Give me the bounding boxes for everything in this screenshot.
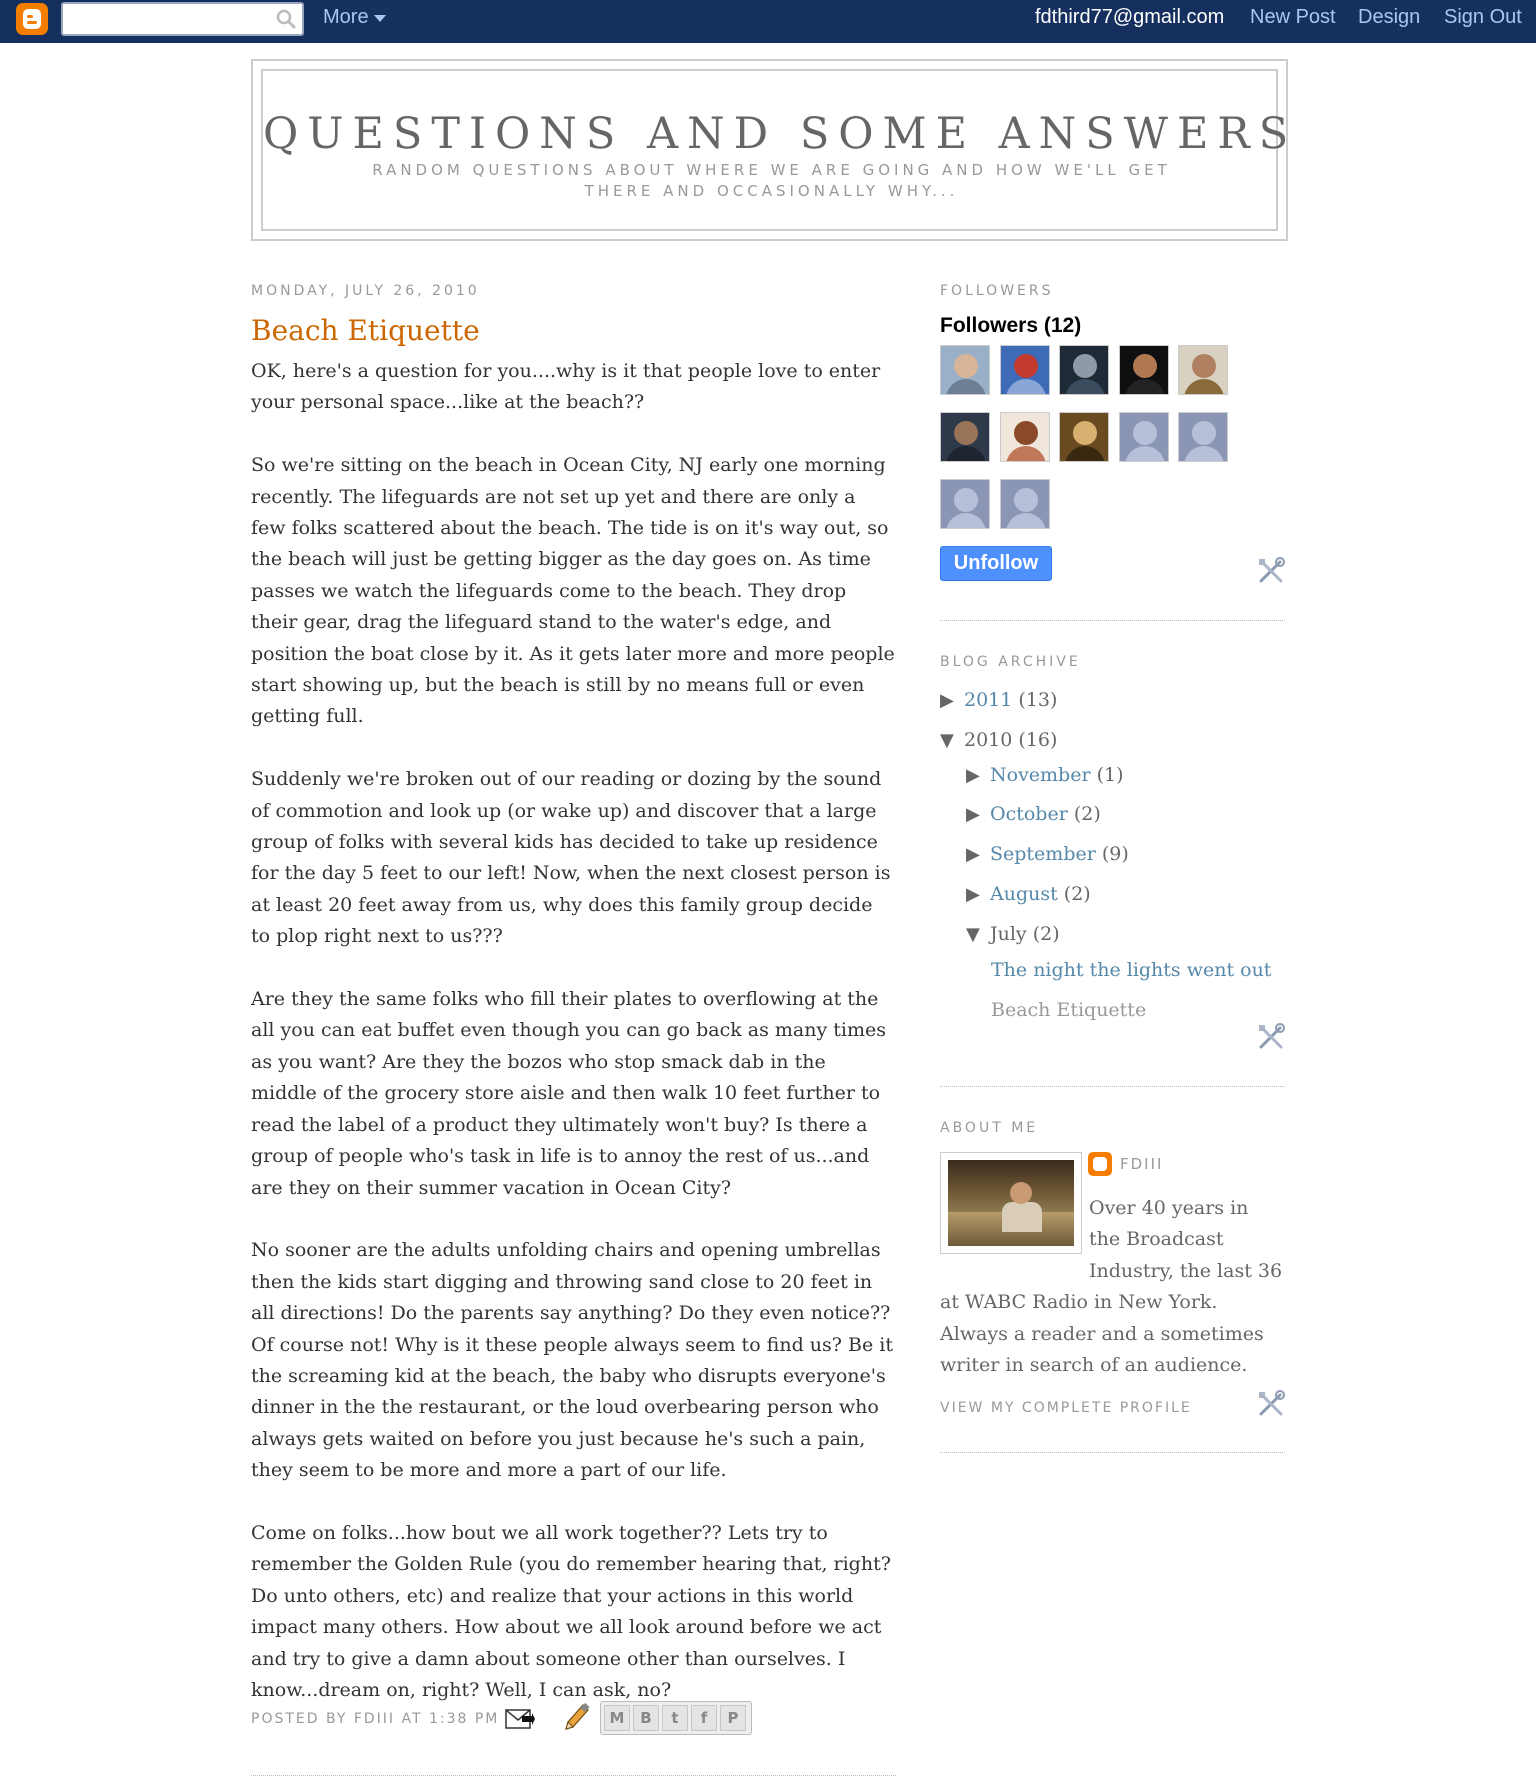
user-email[interactable]: fdthird77@gmail.com: [1035, 6, 1225, 28]
archive-count: (2): [1063, 883, 1091, 905]
email-post-icon[interactable]: [505, 1707, 535, 1731]
sign-out-link[interactable]: Sign Out: [1444, 6, 1522, 28]
wrench-screwdriver-icon[interactable]: [1256, 1389, 1286, 1419]
archive-link[interactable]: October: [990, 803, 1068, 825]
follower-avatar[interactable]: [940, 412, 990, 462]
profile-bio-block: [940, 1193, 1285, 1381]
follower-avatar[interactable]: [1178, 412, 1228, 462]
follower-avatar[interactable]: [1059, 345, 1109, 395]
expand-triangle-icon[interactable]: ▶: [966, 844, 980, 865]
blog-header: [251, 59, 1298, 241]
archive-link[interactable]: November: [990, 764, 1091, 786]
archive-count: (2): [1073, 803, 1101, 825]
archive-link[interactable]: July: [990, 923, 1027, 945]
post-title[interactable]: Beach Etiquette: [251, 314, 480, 347]
archive-link[interactable]: 2011: [964, 689, 1013, 711]
profile-name[interactable]: FDIII: [1120, 1155, 1164, 1173]
archive-month-august: [966, 883, 1091, 905]
navbar: [0, 0, 1536, 43]
post-footer: [251, 1701, 896, 1741]
new-post-link[interactable]: New Post: [1250, 6, 1336, 28]
expand-triangle-icon[interactable]: ▶: [966, 884, 980, 905]
facebook-icon[interactable]: f: [691, 1705, 717, 1731]
expand-triangle-icon[interactable]: ▶: [940, 690, 954, 711]
wrench-screwdriver-icon[interactable]: [1256, 556, 1286, 586]
widget-divider: [940, 1452, 1285, 1453]
follower-avatar[interactable]: [1000, 345, 1050, 395]
archive-count: (16): [1018, 729, 1058, 751]
edit-pencil-icon[interactable]: [562, 1701, 592, 1731]
follower-avatar[interactable]: [1119, 412, 1169, 462]
post-paragraph: OK, here's a question for you....why is it that people love to enter your personal space...like at the beach??: [251, 360, 881, 414]
about-widget-title: ABOUT ME: [940, 1120, 1039, 1136]
archive-year-2011: [940, 689, 1057, 711]
follower-avatar[interactable]: [1059, 412, 1109, 462]
post-body: [251, 356, 896, 1738]
archive-count: (9): [1101, 843, 1129, 865]
follower-avatar[interactable]: [940, 479, 990, 529]
archive-count: (13): [1018, 689, 1058, 711]
post-paragraph: So we're sitting on the beach in Ocean City, NJ early one morning recently. The lifeguards are not set up yet and there are only a few folks scattered about the beach. The tide is on it's way out, so the beach will just be getting bigger as the day goes on. As time passes we watch the lifeguards come to the beach. They drop their gear, drag the lifeguard stand to the water's edge, and position the boat close by it. As it gets later more and more people start showing up, but the beach is still by no means full or even getting full.: [251, 454, 895, 728]
blogger-profile-icon: [1088, 1152, 1112, 1176]
design-link[interactable]: Design: [1358, 6, 1421, 28]
expand-triangle-icon[interactable]: ▶: [966, 804, 980, 825]
collapse-triangle-icon[interactable]: ▼: [940, 730, 954, 751]
search-input[interactable]: [61, 2, 304, 36]
follower-avatar[interactable]: [940, 345, 990, 395]
blog-description: RANDOM QUESTIONS ABOUT WHERE WE ARE GOING AND HOW WE'LL GET THERE AND OCCASIONALLY WHY...: [372, 161, 1171, 200]
followers-count: Followers (12): [940, 314, 1082, 337]
collapse-triangle-icon[interactable]: ▼: [966, 924, 980, 945]
widget-divider: [940, 620, 1285, 621]
twitter-icon[interactable]: t: [662, 1705, 688, 1731]
blog-title[interactable]: QUESTIONS AND SOME ANSWERS: [263, 109, 1298, 159]
post-divider: [251, 1775, 896, 1776]
archive-post-link[interactable]: The night the lights went out: [991, 959, 1272, 981]
follower-avatar[interactable]: [1000, 412, 1050, 462]
archive-link[interactable]: August: [990, 883, 1058, 905]
archive-widget-title: BLOG ARCHIVE: [940, 654, 1081, 670]
blogthis-icon[interactable]: B: [633, 1705, 659, 1731]
profile-bio: Over 40 years in the Broadcast Industry, the last 36 at WABC Radio in New York. Always a reader and a sometimes writer in search of an audience.: [940, 1197, 1283, 1377]
archive-count: (2): [1032, 923, 1060, 945]
pinterest-icon[interactable]: P: [720, 1705, 746, 1731]
archive-link[interactable]: 2010: [964, 729, 1013, 751]
archive-post-current: Beach Etiquette: [991, 999, 1147, 1021]
more-menu[interactable]: More: [323, 6, 369, 28]
search-icon[interactable]: [275, 8, 297, 30]
archive-month-october: [966, 803, 1101, 825]
post-paragraph: Suddenly we're broken out of our reading or dozing by the sound of commotion and look up (or wake up) and discover that a large group of folks with several kids has decided to take up residence for the day 5 feet to our left! Now, when the next closest person is at least 20 feet away from us, why does this family group decide to plop right next to us???: [251, 768, 891, 948]
wrench-screwdriver-icon[interactable]: [1256, 1022, 1286, 1052]
post-paragraph: Come on folks...how bout we all work together?? Lets try to remember the Golden Rule (you do remember hearing that, right? Do unto others, etc) and realize that your actions in this world impact many others. How about we all look around before we act and try to give a damn about someone other than ourselves. I know...dream on, right? Well, I can ask, no?: [251, 1521, 891, 1701]
post-paragraph: Are they the same folks who fill their plates to overflowing at the all you can eat buffet even though you can go back as many times as you want? Are they the bozos who stop smack dab in the middle of the grocery store aisle and then walk 10 feet further to read the label of a product they ultimately won't buy? Is there a group of people who's task in life is to annoy the rest of us...and are they on their summer vacation in Ocean City?: [251, 988, 886, 1199]
post-date: MONDAY, JULY 26, 2010: [251, 283, 480, 299]
archive-link[interactable]: September: [990, 843, 1096, 865]
posted-by: POSTED BY FDIII AT 1:38 PM: [251, 1711, 500, 1727]
archive-month-july: [966, 923, 1060, 945]
post-paragraph: No sooner are the adults unfolding chairs and opening umbrellas then the kids start digging and throwing sand close to 20 feet in all directions! Do the parents say anything? Do they even notice?? Of course not! Why is it these people always seem to find us? Be it the screaming kid at the beach, the baby who disrupts everyone's dinner in the the restaurant, or the loud overbearing person who always gets waited on before you just because he's such a pain, they seem to be more and more a part of our life.: [251, 1239, 893, 1482]
follower-avatar[interactable]: [1119, 345, 1169, 395]
expand-triangle-icon[interactable]: ▶: [966, 765, 980, 786]
share-buttons: [600, 1701, 752, 1735]
chevron-down-icon[interactable]: [374, 15, 386, 22]
archive-month-november: [966, 764, 1124, 786]
blog-header-inner: [261, 69, 1298, 231]
widget-divider: [940, 1086, 1285, 1087]
archive-count: (1): [1096, 764, 1124, 786]
archive-year-2010: [940, 729, 1057, 751]
followers-widget-title: FOLLOWERS: [940, 283, 1054, 299]
blogger-logo-icon[interactable]: [16, 3, 48, 35]
unfollow-button[interactable]: Unfollow: [940, 546, 1052, 581]
email-icon[interactable]: M: [604, 1705, 630, 1731]
follower-avatar[interactable]: [1000, 479, 1050, 529]
archive-month-september: [966, 843, 1129, 865]
follower-avatar[interactable]: [1178, 345, 1228, 395]
view-profile-link[interactable]: VIEW MY COMPLETE PROFILE: [940, 1400, 1192, 1416]
